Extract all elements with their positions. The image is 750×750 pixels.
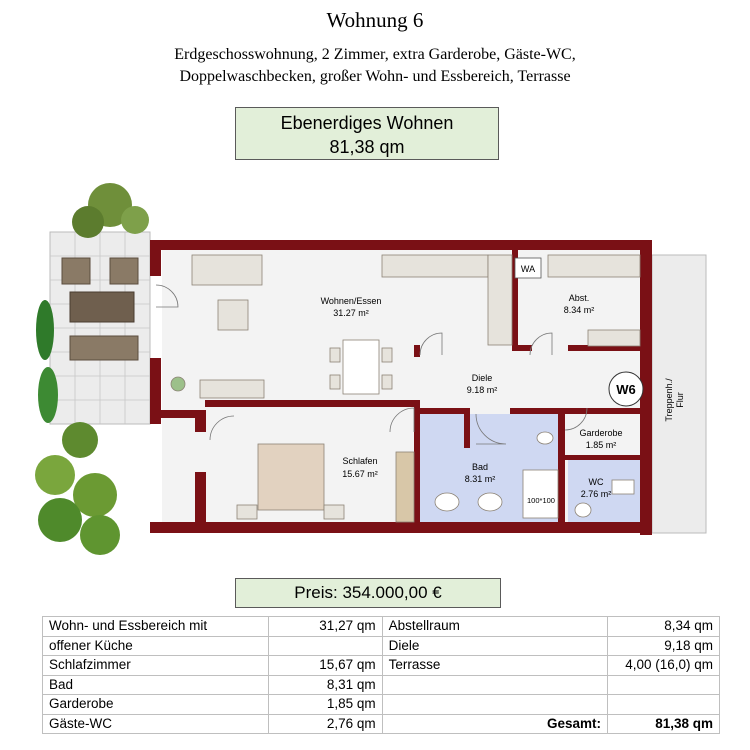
room-name-schlafen: Schlafen	[342, 456, 378, 466]
table-cell: 4,00 (16,0) qm	[608, 656, 720, 676]
subtitle	[100, 44, 650, 88]
table-cell	[608, 675, 720, 695]
room-area-abst: 8.34 m²	[563, 305, 595, 315]
table-row	[43, 636, 720, 656]
area-summary-table	[42, 616, 720, 734]
table-row	[43, 675, 720, 695]
table-cell: offener Küche	[43, 636, 269, 656]
table-cell	[382, 695, 607, 715]
room-name-wohnen: Wohnen/Essen	[320, 296, 382, 306]
room-area-diele: 9.18 m²	[466, 385, 498, 395]
shower-label: 100*100	[527, 496, 555, 505]
table-cell: Abstellraum	[382, 617, 607, 637]
table-cell: 15,67 qm	[268, 656, 382, 676]
table-cell	[382, 675, 607, 695]
table-cell: 1,85 qm	[268, 695, 382, 715]
wa-label: WA	[520, 264, 536, 274]
room-area-bad: 8.31 m²	[464, 474, 496, 484]
room-area-wohnen: 31.27 m²	[333, 308, 369, 318]
price-label: Preis: 354.000,00 €	[294, 583, 442, 602]
table-cell: Garderobe	[43, 695, 269, 715]
table-cell: Bad	[43, 675, 269, 695]
table-cell: Terrasse	[382, 656, 607, 676]
living-type-badge	[235, 107, 499, 160]
room-area-garderobe: 1.85 m²	[585, 440, 617, 450]
total-value: 81,38 qm	[608, 714, 720, 734]
room-area-wc: 2.76 m²	[580, 489, 612, 499]
stair-label-line-1: Treppenh./	[664, 378, 674, 422]
room-area-schlafen: 15.67 m²	[342, 469, 378, 479]
table-cell: Wohn- und Essbereich mit	[43, 617, 269, 637]
stair-label-line-2: Flur	[675, 392, 685, 408]
living-type-label: Ebenerdiges Wohnen	[280, 113, 454, 133]
table-cell: 9,18 qm	[608, 636, 720, 656]
room-name-wc: WC	[588, 477, 604, 487]
table-row	[43, 714, 720, 734]
table-cell: 31,27 qm	[268, 617, 382, 637]
table-cell: Gäste-WC	[43, 714, 269, 734]
room-name-garderobe: Garderobe	[579, 428, 623, 438]
table-cell: Schlafzimmer	[43, 656, 269, 676]
page-title: Wohnung 6	[326, 8, 424, 32]
table-row	[43, 695, 720, 715]
room-name-diele: Diele	[471, 373, 493, 383]
table-row	[43, 617, 720, 637]
unit-badge-label: W6	[616, 382, 636, 397]
room-name-bad: Bad	[471, 462, 489, 472]
room-name-abst: Abst.	[568, 293, 590, 303]
table-cell	[608, 695, 720, 715]
table-row	[43, 656, 720, 676]
subtitle-line-1: Erdgeschosswohnung, 2 Zimmer, extra Garderobe, Gäste-WC,	[174, 46, 576, 63]
table-cell: Diele	[382, 636, 607, 656]
table-cell: 8,34 qm	[608, 617, 720, 637]
table-cell: 2,76 qm	[268, 714, 382, 734]
floor-plan	[0, 170, 750, 570]
price-badge	[235, 578, 501, 608]
subtitle-line-2: Doppelwaschbecken, großer Wohn- und Essbereich, Terrasse	[179, 68, 571, 85]
table-cell: 8,31 qm	[268, 675, 382, 695]
total-label: Gesamt:	[382, 714, 607, 734]
table-cell	[268, 636, 382, 656]
terrace-paving	[50, 232, 150, 424]
living-area-label: 81,38 qm	[329, 137, 405, 157]
